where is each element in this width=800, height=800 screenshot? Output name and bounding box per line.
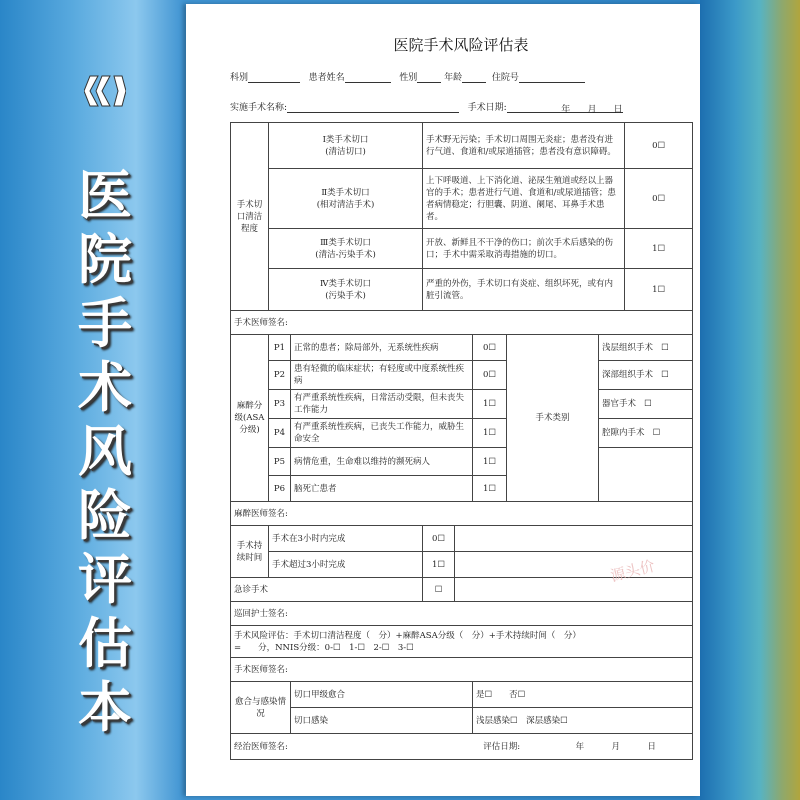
duration-empty-2 [455,552,693,578]
asa-desc-4: 有严重系统性疾病，已丧失工作能力，威胁生命安全 [291,419,473,448]
asa-score-5[interactable]: 1☐ [473,448,507,476]
wound-class-cell [269,123,423,169]
asa-desc-3: 有严重系统性疾病，日常活动受限，但未丧失工作能力 [291,390,473,419]
category-label-1: 浅层组织手术 [602,342,654,353]
surgery-info-line [230,100,623,113]
category-cell-4 [599,419,693,448]
wound-class-1-sub: (清洁切口) [325,146,366,157]
healing-row1-label: 切口甲级愈合 [291,682,473,708]
duration-desc-2: 手术超过3小时完成 [269,552,423,578]
duration-score-2[interactable]: 1☐ [423,552,455,578]
wound-score-4[interactable]: 1☐ [625,269,693,311]
emergency-checkbox[interactable]: ☐ [423,578,455,602]
eval-date-label[interactable]: 评估日期: [483,741,521,752]
year-label: 年 [561,105,571,115]
surgeon-signature-row-2[interactable]: 手术医师签名: [231,658,693,682]
asa-desc-2: 患有轻微的临床症状；有轻度或中度系统性疾病 [291,361,473,390]
form-title: 医院手术风险评估表 [393,36,529,54]
category-label-2: 深部组织手术 [602,370,654,380]
side-title-char: 本 [78,676,132,739]
side-title-char: 院 [78,228,132,291]
asa-score-1[interactable]: 0☐ [473,335,507,361]
wound-class-2-sub: (相对清洁手术) [316,199,375,210]
wound-desc-1: 手术野无污染；手术切口周围无炎症；患者没有进行气道、食道和/或尿道插管；患者没有意识障碍。 [423,123,625,169]
surgery-date-field[interactable] [507,102,623,113]
healing-label: 愈合与感染情况 [231,682,291,734]
category-empty-cell [599,448,693,502]
side-title-char: 风 [78,420,132,483]
wound-class-3-sub: (清洁-污染手术) [315,249,376,260]
side-title-char: 险 [78,484,132,547]
patient-name-label: 患者姓名 [308,73,345,83]
wound-class-4: Ⅳ类手术切口 [320,278,372,289]
form-paper [186,4,700,796]
asa-p5: P5 [269,448,291,476]
wound-desc-4: 严重的外伤，手术切口有炎症、组织坏死，或有内脏引流管。 [423,269,625,311]
asa-p3: P3 [269,390,291,419]
emergency-empty [455,578,693,602]
side-title-char: 手 [78,292,132,355]
wound-class-4-sub: (污染手术) [325,290,366,301]
category-checkbox-4[interactable]: ☐ [652,428,661,438]
wound-desc-2: 上下呼吸道、上下消化道、泌尿生殖道或经以上器官的手术；患者进行气道、食道和/或尿道插管；患者病情稳定；行胆囊、阴道、阑尾、耳鼻手术患者。 [423,169,625,229]
asa-p2: P2 [269,361,291,390]
surgery-name-field[interactable] [287,102,459,113]
category-cell-2 [599,361,693,390]
doctor-signature-label[interactable]: 经治医师签名: [234,741,288,752]
asa-desc-5: 病情危重，生命难以维持的濒死病人 [291,448,473,476]
gender-field[interactable] [417,72,441,83]
duration-label: 手术持续时间 [231,526,269,578]
wound-class-cell [269,229,423,269]
category-checkbox-2[interactable]: ☐ [661,370,669,380]
category-label-4: 腔隙内手术 [602,428,645,438]
asa-score-3[interactable]: 1☐ [473,390,507,419]
nurse-signature-row[interactable]: 巡回护士签名: [231,602,693,626]
asa-score-4[interactable]: 1☐ [473,419,507,448]
side-title-char: 医 [78,164,132,227]
gender-label: 性别 [399,73,418,83]
surgery-name-label: 实施手术名称: [230,103,288,113]
asa-score-2[interactable]: 0☐ [473,361,507,390]
background-right-gradient [700,0,800,800]
wound-section-label: 手术切口清洁程度 [231,123,269,311]
final-signature-row [231,734,693,760]
healing-row1-options[interactable]: 是☐ 否☐ [473,682,693,708]
dept-field[interactable] [248,72,300,83]
patient-name-field[interactable] [345,72,391,83]
day-label: 日 [613,105,623,115]
anesthetist-signature-row[interactable]: 麻醉医师签名: [231,502,693,526]
eval-day-label: 日 [647,741,656,752]
wound-desc-3: 开放、新鲜且不干净的伤口；前次手术后感染的伤口；手术中需采取消毒措施的切口。 [423,229,625,269]
asa-score-6[interactable]: 1☐ [473,476,507,502]
category-cell-1 [599,335,693,361]
eval-year-label: 年 [575,741,585,752]
category-checkbox-3[interactable]: ☐ [644,399,652,409]
brand-logo-icon [84,72,126,110]
wound-score-3[interactable]: 1☐ [625,229,693,269]
emergency-label: 急诊手术 [231,578,423,602]
side-title-char: 评 [78,548,132,611]
wound-class-2: Ⅱ类手术切口 [321,187,370,198]
duration-empty-1 [455,526,693,552]
side-title-char: 术 [78,356,132,419]
category-label-3: 器官手术 [602,399,637,409]
wound-class-cell [269,169,423,229]
category-cell-3 [599,390,693,419]
watermark-logo: 源头价 [608,556,657,586]
risk-eval-line1: 手术风险评估：手术切口清洁程度（ 分）+麻醉ASA分级（ 分）+手术持续时间（ 分） [234,630,581,641]
admission-no-label: 住院号 [491,73,519,83]
month-label: 月 [587,105,597,115]
side-title-char: 估 [78,612,132,675]
category-checkbox-1[interactable]: ☐ [661,342,669,353]
asa-p4: P4 [269,419,291,448]
surgeon-signature-row[interactable]: 手术医师签名: [231,311,693,335]
wound-class-3: Ⅲ类手术切口 [320,237,371,248]
wound-class-1: Ⅰ类手术切口 [322,134,369,145]
assessment-table [230,122,693,760]
healing-row2-options[interactable]: 浅层感染☐ 深层感染☐ [473,708,693,734]
asa-p1: P1 [269,335,291,361]
side-vertical-title [70,164,140,740]
wound-class-cell [269,269,423,311]
healing-row2-label: 切口感染 [291,708,473,734]
duration-score-1[interactable]: 0☐ [423,526,455,552]
duration-desc-1: 手术在3小时内完成 [269,526,423,552]
asa-p6: P6 [269,476,291,502]
asa-section-label: 麻醉分级(ASA分级) [231,335,269,502]
admission-no-field[interactable] [519,72,585,83]
age-field[interactable] [462,72,486,83]
asa-desc-6: 脑死亡患者 [291,476,473,502]
surgery-category-label: 手术类别 [507,335,599,502]
risk-eval-line2[interactable]: = 分，NNIS分级：0-☐ 1-☐ 2-☐ 3-☐ [234,642,414,653]
surgery-date-label: 手术日期: [467,103,507,113]
wound-score-1[interactable]: 0☐ [625,123,693,169]
dept-label: 科别 [230,73,249,83]
wound-score-2[interactable]: 0☐ [625,169,693,229]
risk-evaluation-row [231,626,693,658]
patient-info-line [230,70,585,83]
age-label: 年龄 [444,73,463,83]
eval-month-label: 月 [611,741,620,752]
asa-desc-1: 正常的患者；除局部外，无系统性疾病 [291,335,473,361]
